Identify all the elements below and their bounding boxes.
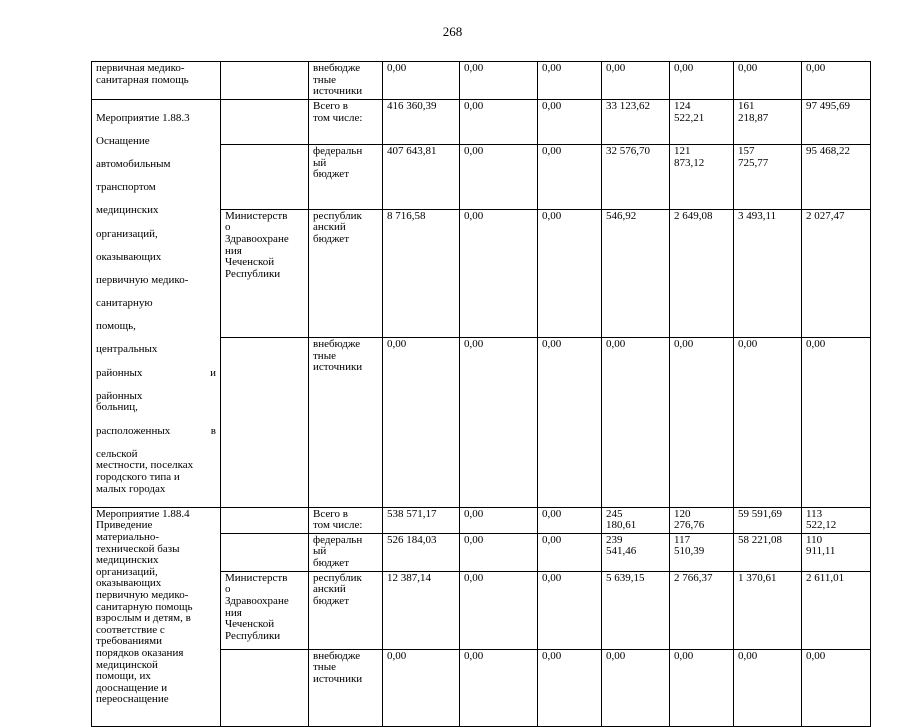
event-text-6: организаций, <box>96 227 158 240</box>
value-cell: 0,00 <box>802 338 871 508</box>
value-cell: 0,00 <box>802 649 871 726</box>
value-cell: 0,00 <box>538 100 602 145</box>
event-cell: Мероприятие 1.88.4 Приведение материально- технической базы медицинских организаций, оказывающих первичную медико- санитарную помощь взрослым и детям, в соответствие с требованиями порядков оказания медицинской помощи, их дооснащение и переоснащение <box>92 507 221 726</box>
value-cell: 0,00 <box>460 144 538 209</box>
value-cell: 0,00 <box>383 649 460 726</box>
table-row <box>92 62 871 100</box>
source-cell: Всего в том числе: <box>309 507 383 533</box>
source-cell: внебюдже тные источники <box>309 649 383 726</box>
value-cell: 32 576,70 <box>602 144 670 209</box>
value-cell: 0,00 <box>538 144 602 209</box>
event-text-3: автомобильным <box>96 157 171 170</box>
value-cell: 121 873,12 <box>670 144 734 209</box>
value-cell: 0,00 <box>460 571 538 649</box>
table-row <box>92 100 871 145</box>
value-cell: 538 571,17 <box>383 507 460 533</box>
value-cell: 0,00 <box>538 649 602 726</box>
value-cell: 0,00 <box>602 338 670 508</box>
value-cell: 0,00 <box>383 62 460 100</box>
event-text-2: Оснащение <box>96 134 150 147</box>
value-cell: 8 716,58 <box>383 209 460 337</box>
source-cell: республик анский бюджет <box>309 209 383 337</box>
value-cell: 0,00 <box>538 571 602 649</box>
source-cell: федеральн ый бюджет <box>309 144 383 209</box>
value-cell: 59 591,69 <box>734 507 802 533</box>
value-cell: 124 522,21 <box>670 100 734 145</box>
executor-cell: Министерств о Здравоохране ния Чеченской Республики <box>221 209 309 337</box>
executor-cell <box>221 62 309 100</box>
executor-cell <box>221 507 309 533</box>
value-cell: 0,00 <box>734 649 802 726</box>
value-cell: 0,00 <box>602 62 670 100</box>
event-text-4: транспортом <box>96 181 156 194</box>
source-cell: Всего в том числе: <box>309 100 383 145</box>
value-cell: 157 725,77 <box>734 144 802 209</box>
executor-cell <box>221 338 309 508</box>
value-cell: 0,00 <box>538 338 602 508</box>
value-cell: 0,00 <box>460 209 538 337</box>
value-cell: 2 649,08 <box>670 209 734 337</box>
value-cell: 0,00 <box>602 649 670 726</box>
value-cell: 0,00 <box>460 100 538 145</box>
value-cell: 12 387,14 <box>383 571 460 649</box>
value-cell: 0,00 <box>460 338 538 508</box>
value-cell: 416 360,39 <box>383 100 460 145</box>
executor-cell: Министерств о Здравоохране ния Чеченской Республики <box>221 571 309 649</box>
value-cell: 245 180,61 <box>602 507 670 533</box>
executor-cell <box>221 144 309 209</box>
value-cell: 161 218,87 <box>734 100 802 145</box>
value-cell: 5 639,15 <box>602 571 670 649</box>
event-text-7: оказывающих <box>96 250 162 263</box>
source-cell: республик анский бюджет <box>309 571 383 649</box>
value-cell: 0,00 <box>460 649 538 726</box>
executor-cell <box>221 533 309 571</box>
event-text-8: первичную медико- <box>96 273 189 286</box>
value-cell: 2 027,47 <box>802 209 871 337</box>
value-cell: 0,00 <box>670 62 734 100</box>
value-cell: 95 468,22 <box>802 144 871 209</box>
value-cell: 58 221,08 <box>734 533 802 571</box>
value-cell: 113 522,12 <box>802 507 871 533</box>
event-text-10: помощь, <box>96 320 136 333</box>
value-cell: 0,00 <box>460 507 538 533</box>
event-text-13: районных больниц, <box>96 389 143 414</box>
value-cell: 526 184,03 <box>383 533 460 571</box>
value-cell: 0,00 <box>460 62 538 100</box>
event-cell: первичная медико- санитарная помощь <box>92 62 221 100</box>
table-row <box>92 507 871 533</box>
value-cell: 0,00 <box>802 62 871 100</box>
value-cell: 0,00 <box>670 649 734 726</box>
event-text-1: Мероприятие 1.88.3 <box>96 111 190 124</box>
value-cell: 0,00 <box>538 62 602 100</box>
value-cell: 110 911,11 <box>802 533 871 571</box>
value-cell: 0,00 <box>538 507 602 533</box>
value-cell: 120 276,76 <box>670 507 734 533</box>
executor-cell <box>221 100 309 145</box>
event-text-9: санитарную <box>96 297 153 310</box>
value-cell: 2 766,37 <box>670 571 734 649</box>
value-cell: 33 123,62 <box>602 100 670 145</box>
value-cell: 117 510,39 <box>670 533 734 571</box>
value-cell: 0,00 <box>460 533 538 571</box>
event-text-5: медицинских <box>96 204 159 217</box>
event-text-12: районных и <box>96 366 216 379</box>
page-number: 268 <box>442 24 463 39</box>
value-cell: 0,00 <box>670 338 734 508</box>
value-cell: 0,00 <box>734 338 802 508</box>
budget-table <box>91 61 871 727</box>
source-cell: федеральн ый бюджет <box>309 533 383 571</box>
source-cell: внебюдже тные источники <box>309 338 383 508</box>
event-text-11: центральных <box>96 343 158 356</box>
value-cell: 407 643,81 <box>383 144 460 209</box>
event-text-14: расположенных в <box>96 424 216 437</box>
value-cell: 0,00 <box>383 338 460 508</box>
source-cell: внебюдже тные источники <box>309 62 383 100</box>
event-cell <box>92 100 221 508</box>
value-cell: 3 493,11 <box>734 209 802 337</box>
value-cell: 546,92 <box>602 209 670 337</box>
value-cell: 0,00 <box>538 533 602 571</box>
value-cell: 239 541,46 <box>602 533 670 571</box>
value-cell: 97 495,69 <box>802 100 871 145</box>
event-text-15: сельской местности, поселках городского типа и малых городах <box>96 447 194 495</box>
executor-cell <box>221 649 309 726</box>
value-cell: 1 370,61 <box>734 571 802 649</box>
value-cell: 0,00 <box>538 209 602 337</box>
value-cell: 0,00 <box>734 62 802 100</box>
value-cell: 2 611,01 <box>802 571 871 649</box>
